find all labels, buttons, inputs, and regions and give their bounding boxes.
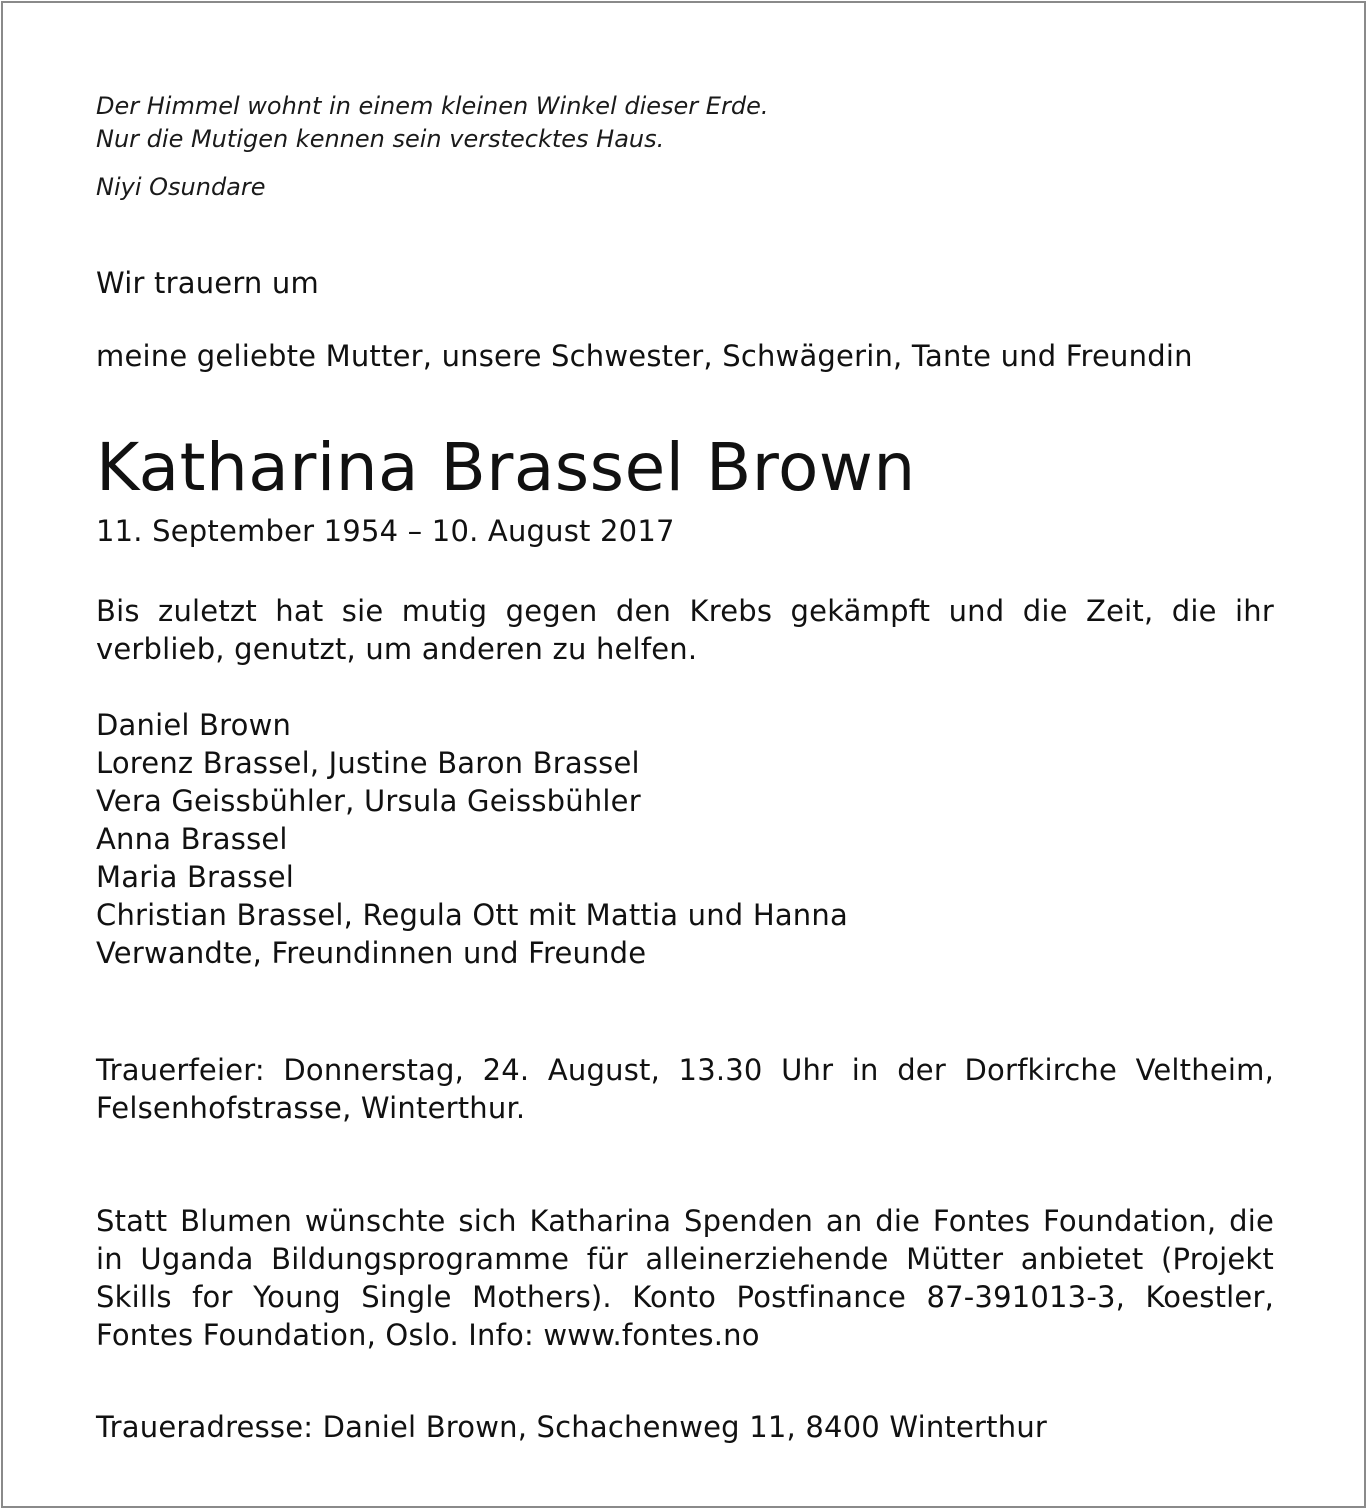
motto-line: Der Himmel wohnt in einem kleinen Winkel dieser Erde. — [96, 92, 769, 120]
mourner-entry: Verwandte, Freundinnen und Freunde — [96, 936, 647, 970]
mourner-entry: Christian Brassel, Regula Ott mit Mattia und Hanna — [96, 898, 848, 932]
deceased-name: Katharina Brassel Brown — [96, 429, 916, 506]
life-dates: 11. September 1954 – 10. August 2017 — [96, 514, 675, 548]
motto-quote — [96, 90, 1274, 156]
mourners-list — [96, 706, 1274, 972]
mourner-entry: Vera Geissbühler, Ursula Geissbühler — [96, 784, 641, 818]
motto-author: Niyi Osundare — [96, 173, 266, 201]
funeral-service-text: Trauerfeier: Donnerstag, 24. August, 13.30 Uhr in der Dorfkirche Veltheim, Felsenhofstrasse, Winterthur. — [96, 1053, 1274, 1125]
intro-text: Wir trauern um — [96, 266, 319, 300]
donation-text: Statt Blumen wünschte sich Katharina Spenden an die Fontes Foundation, die in Uganda Bildungsprogramme für alleinerziehende Mütter anbietet (Projekt Skills for Young Single Mothers). Konto Postfinance 87-391013-3, Koestler, Fontes Foundation, Oslo. Info: www.fontes.no — [96, 1204, 1274, 1352]
mourning-address: Traueradresse: Daniel Brown, Schachenweg 11, 8400 Winterthur — [96, 1410, 1048, 1444]
tribute-text: Bis zuletzt hat sie mutig gegen den Krebs gekämpft und die Zeit, die ihr verblieb, genutzt, um anderen zu helfen. — [96, 594, 1274, 666]
relation-text: meine geliebte Mutter, unsere Schwester, Schwägerin, Tante und Freundin — [96, 339, 1193, 373]
mourner-entry: Lorenz Brassel, Justine Baron Brassel — [96, 746, 640, 780]
motto-line: Nur die Mutigen kennen sein verstecktes Haus. — [96, 125, 665, 153]
mourner-entry: Daniel Brown — [96, 708, 292, 742]
mourner-entry: Maria Brassel — [96, 860, 295, 894]
mourner-entry: Anna Brassel — [96, 822, 288, 856]
